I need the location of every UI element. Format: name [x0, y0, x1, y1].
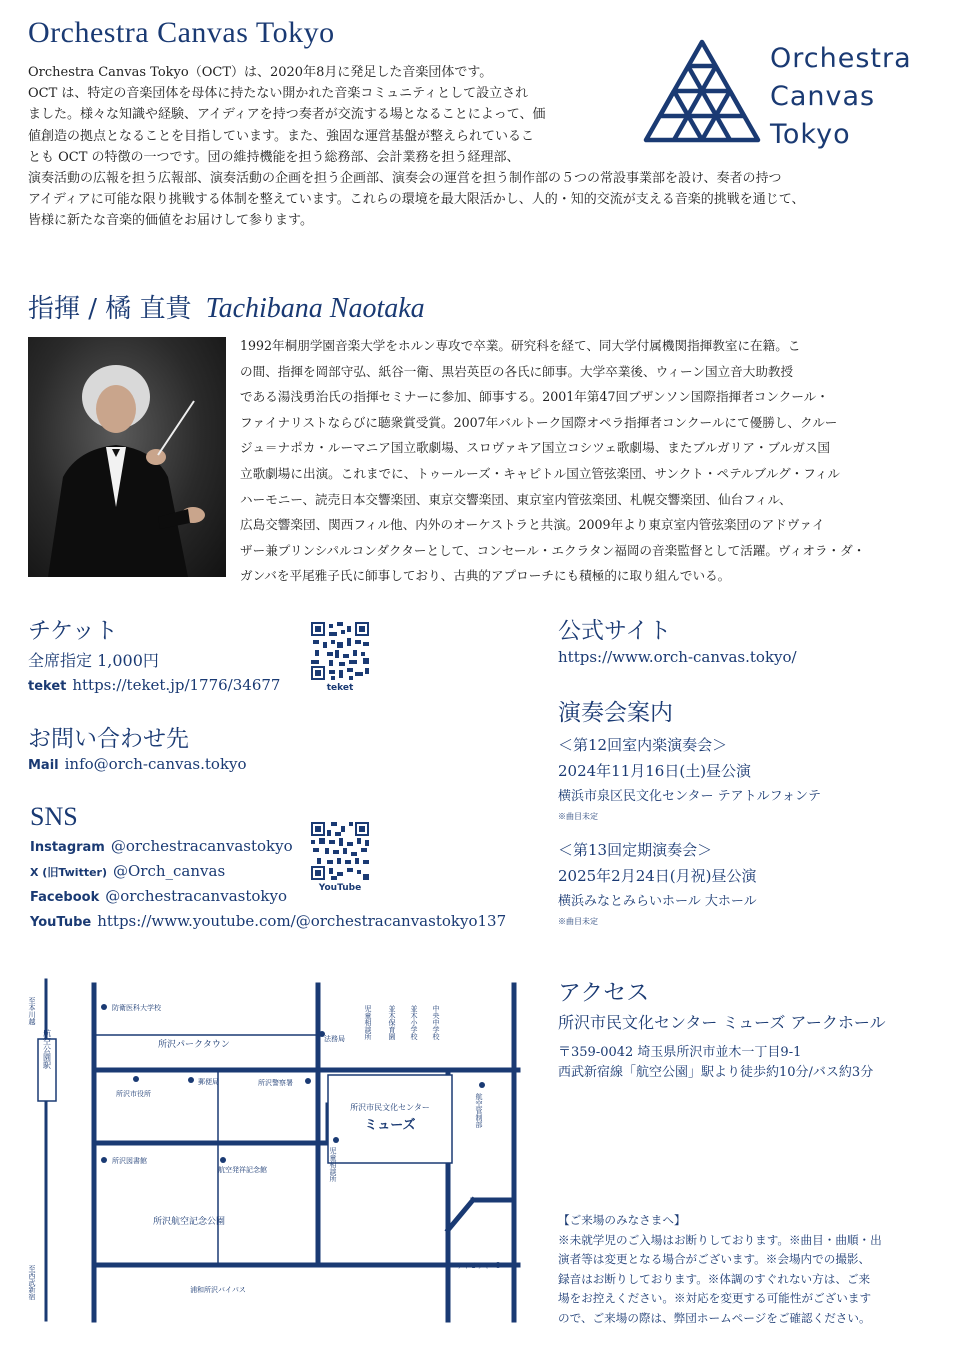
bio-line: 1992年桐朋学園音楽大学をホルン専攻で卒業。研究科を経て、同大学付属機関指揮教室に在籍。こ	[240, 338, 801, 353]
bio-line: ガンバを平尾雅子氏に師事しており、古典的アプローチにも積極的に取り組んでいる。	[240, 568, 731, 584]
sns-youtube[interactable]	[30, 912, 506, 930]
conductor-heading	[28, 288, 425, 325]
intro-line: 演奏活動の広報を担う広報部、演奏活動の企画を担う企画部、演奏会の運営を担う制作部の５つの常設事業部を設け、奏者の持つ	[28, 171, 782, 187]
notice-line: 場をお控えください。※対応を変更する可能性がございます	[558, 1291, 872, 1306]
bio-line: ジュ＝ナポカ・ルーマニア国立歌劇場、スロヴァキア国立コシツェ歌劇場、またブルガリア・ブルガス国	[240, 440, 831, 456]
sns-label: Facebook	[30, 890, 100, 905]
concert-venue: 横浜みなとみらいホール 大ホール	[558, 894, 757, 909]
intro-line: ました。様々な知識や経験、アイディアを持つ奏者が交流する場となることによって、価	[28, 107, 546, 123]
sns-value[interactable]: @Orch_canvas	[113, 862, 226, 880]
map-jido-sodan2: 児童相談所	[329, 1147, 337, 1182]
map-bypass: 浦和所沢バイパス	[190, 1286, 246, 1294]
concert-note: ※曲目未定	[558, 917, 598, 926]
conductor-latin-name: Tachibana Naotaka	[205, 293, 425, 324]
notice-line: 録音はお断りしております。※体調のすぐれない方は、ご来	[558, 1271, 871, 1286]
sns-heading: SNS	[30, 802, 78, 831]
concert-venue: 横浜市泉区民文化センター テアトルフォンテ	[558, 789, 821, 804]
bio-line: の間、指揮を岡部守弘、紙谷一衛、黒岩英臣の各氏に師事。大学卒業後、ウィーン国立音大助教授	[240, 363, 794, 379]
conductor-bio	[240, 333, 928, 589]
bio-line: ハーモニー、読売日本交響楽団、東京交響楽団、東京室内管弦楽団、札幌交響楽団、仙台フィル、	[240, 491, 792, 507]
notice-line: 演者等は変更となる場合がございます。※会場内での撮影、	[558, 1252, 871, 1267]
teket-qr-code[interactable]	[311, 622, 369, 680]
youtube-qr-code[interactable]	[311, 822, 369, 880]
bio-line: ザー兼プリンシパルコンダクターとして、コンセール・エクラタン福岡の音楽監督として活躍。ヴィオラ・ダ・	[240, 542, 866, 558]
official-heading: 公式サイト	[558, 618, 672, 644]
concert-title: ＜第13回定期演奏会＞	[558, 841, 713, 859]
concert-date: 2024年11月16日(土)昼公演	[558, 762, 752, 780]
logo-text	[770, 40, 912, 154]
teket-qr-caption: teket	[326, 683, 354, 693]
mail-address[interactable]: info@orch-canvas.tokyo	[64, 755, 247, 773]
bio-line: である湯浅勇治氏の指揮セミナーに参加、師事する。2001年第47回ブザンソン国際指揮者コンクール・	[240, 389, 829, 405]
ticket-url[interactable]: https://teket.jp/1776/34677	[72, 676, 281, 694]
map-namiki-hoikuen: 並木保育園	[388, 1005, 396, 1040]
bio-line: 立歌劇場に出演。これまでに、トゥールーズ・キャピトル国立管弦楽団、サンクト・ペテルブルグ・フィル	[240, 465, 841, 481]
official-url[interactable]: https://www.orch-canvas.tokyo/	[558, 648, 797, 666]
map-namiki-shogakko: 並木小学校	[410, 1005, 418, 1040]
sns-value[interactable]: @orchestracanvastokyo	[110, 837, 293, 855]
conductor-name: 指揮 / 橘 直貴	[28, 294, 192, 324]
sns-x[interactable]	[30, 862, 225, 880]
map-boei-ika: 防衛医科大学校	[112, 1004, 161, 1012]
map-toshokan: 所沢図書館	[112, 1157, 147, 1165]
map-keisatsu: 所沢警察署	[258, 1079, 293, 1087]
access-heading: アクセス	[558, 980, 650, 1006]
ticket-heading: チケット	[28, 618, 118, 644]
concert-title: ＜第12回室内楽演奏会＞	[558, 736, 728, 754]
sns-facebook[interactable]	[30, 887, 287, 905]
concerts-heading: 演奏会案内	[558, 700, 673, 726]
map-kouku-kinenkan: 航空発祥記念館	[218, 1166, 267, 1174]
bio-line: ファイナリストならびに聴衆賞受賞。2007年バルトーク国際オペラ指揮者コンクールにて優勝し、クルー	[240, 414, 838, 430]
map-yubinkyoku: 郵便局	[198, 1078, 219, 1086]
intro-line: Orchestra Canvas Tokyo（OCT）は、2020年8月に発足した音楽団体です。	[28, 65, 493, 80]
ticket-price: 全席指定 1,000円	[28, 651, 159, 670]
page-title: Orchestra Canvas Tokyo	[28, 16, 335, 49]
map-chuo-chugakko: 中央中学校	[432, 1005, 440, 1040]
map-kouku-kanseibu: 航空管制部	[475, 1093, 483, 1128]
contact-mail[interactable]	[28, 755, 247, 773]
map-kinen-koen: 所沢航空記念公園	[153, 1217, 226, 1227]
ticket-link[interactable]	[28, 676, 280, 694]
access-directions: 西武新宿線「航空公園」駅より徒歩約10分/バス約3分	[558, 1065, 874, 1080]
access-venue: 所沢市民文化センター ミューズ アークホール	[558, 1013, 886, 1032]
concert-date: 2025年2月24日(月祝)昼公演	[558, 867, 757, 885]
bio-line: 広島交響楽団、関西フィル他、内外のオーケストラと共演。2009年より東京室内管弦楽団のアドヴァイ	[240, 517, 825, 533]
logo-line: Tokyo	[770, 119, 851, 150]
map-to-seibu-shinjuku: 至西武新宿	[28, 1265, 36, 1300]
conductor-photo	[28, 337, 226, 577]
intro-line: 皆様に新たな音楽的価値をお届けして参ります。	[28, 213, 313, 229]
sns-label: X (旧Twitter)	[30, 866, 107, 879]
sns-value[interactable]: https://www.youtube.com/@orchestracanvastokyo137	[97, 912, 507, 930]
concert-note: ※曲目未定	[558, 812, 598, 821]
notice-heading: 【ご来場のみなさまへ】	[558, 1213, 686, 1227]
intro-line: 値創造の拠点となることを目指しています。また、強固な運営基盤が整えられているこ	[28, 128, 534, 144]
map-park-town: 所沢パークタウン	[158, 1040, 230, 1050]
contact-heading: お問い合わせ先	[28, 726, 189, 752]
ticket-label: teket	[28, 679, 67, 694]
sns-label: YouTube	[30, 915, 92, 930]
notice-line: ので、ご来場の際は、弊団ホームページをご確認ください。	[558, 1310, 871, 1325]
map-center-name: 所沢市民文化センター	[350, 1103, 430, 1112]
access-address: 〒359-0042 埼玉県所沢市並木一丁目9-1	[558, 1045, 802, 1060]
map-saizeriya: サイゼリヤ	[456, 1262, 491, 1270]
intro-line: OCT は、特定の音楽団体を母体に持たない開かれた音楽コミュニティとして設立され	[28, 86, 529, 102]
access-map	[28, 975, 528, 1325]
map-houmukyoku: 法務局	[324, 1035, 345, 1043]
map-shiyakusho: 所沢市役所	[116, 1090, 151, 1098]
notice-line: ※未就学児のご入場はお断りしております。※曲目・曲順・出	[558, 1232, 882, 1247]
sns-instagram[interactable]	[30, 837, 293, 855]
mail-label: Mail	[28, 758, 59, 773]
sns-value[interactable]: @orchestracanvastokyo	[105, 887, 287, 905]
logo-line: Canvas	[770, 81, 876, 112]
map-jido-sodan: 児童相談所	[364, 1005, 372, 1040]
conductor-silhouette-icon	[28, 337, 226, 577]
intro-line: アイディアに可能な限り挑戦する体制を整えています。これらの環境を最大限活かし、人的・知的交流が支える音楽的挑戦を通じて、	[28, 192, 805, 208]
intro-line: とも OCT の特徴の一つです。団の維持機能を担う総務部、会計業務を担う経理部、	[28, 149, 520, 165]
map-to-hon-kawagoe: 至本川越	[28, 997, 36, 1025]
map-muse: ミューズ	[364, 1118, 416, 1133]
visitor-notice	[558, 1211, 928, 1329]
logo-line: Orchestra	[770, 43, 912, 74]
sns-label: Instagram	[30, 840, 105, 855]
youtube-qr-caption: YouTube	[318, 883, 362, 893]
map-station-label: 航空公園駅	[42, 1029, 52, 1069]
